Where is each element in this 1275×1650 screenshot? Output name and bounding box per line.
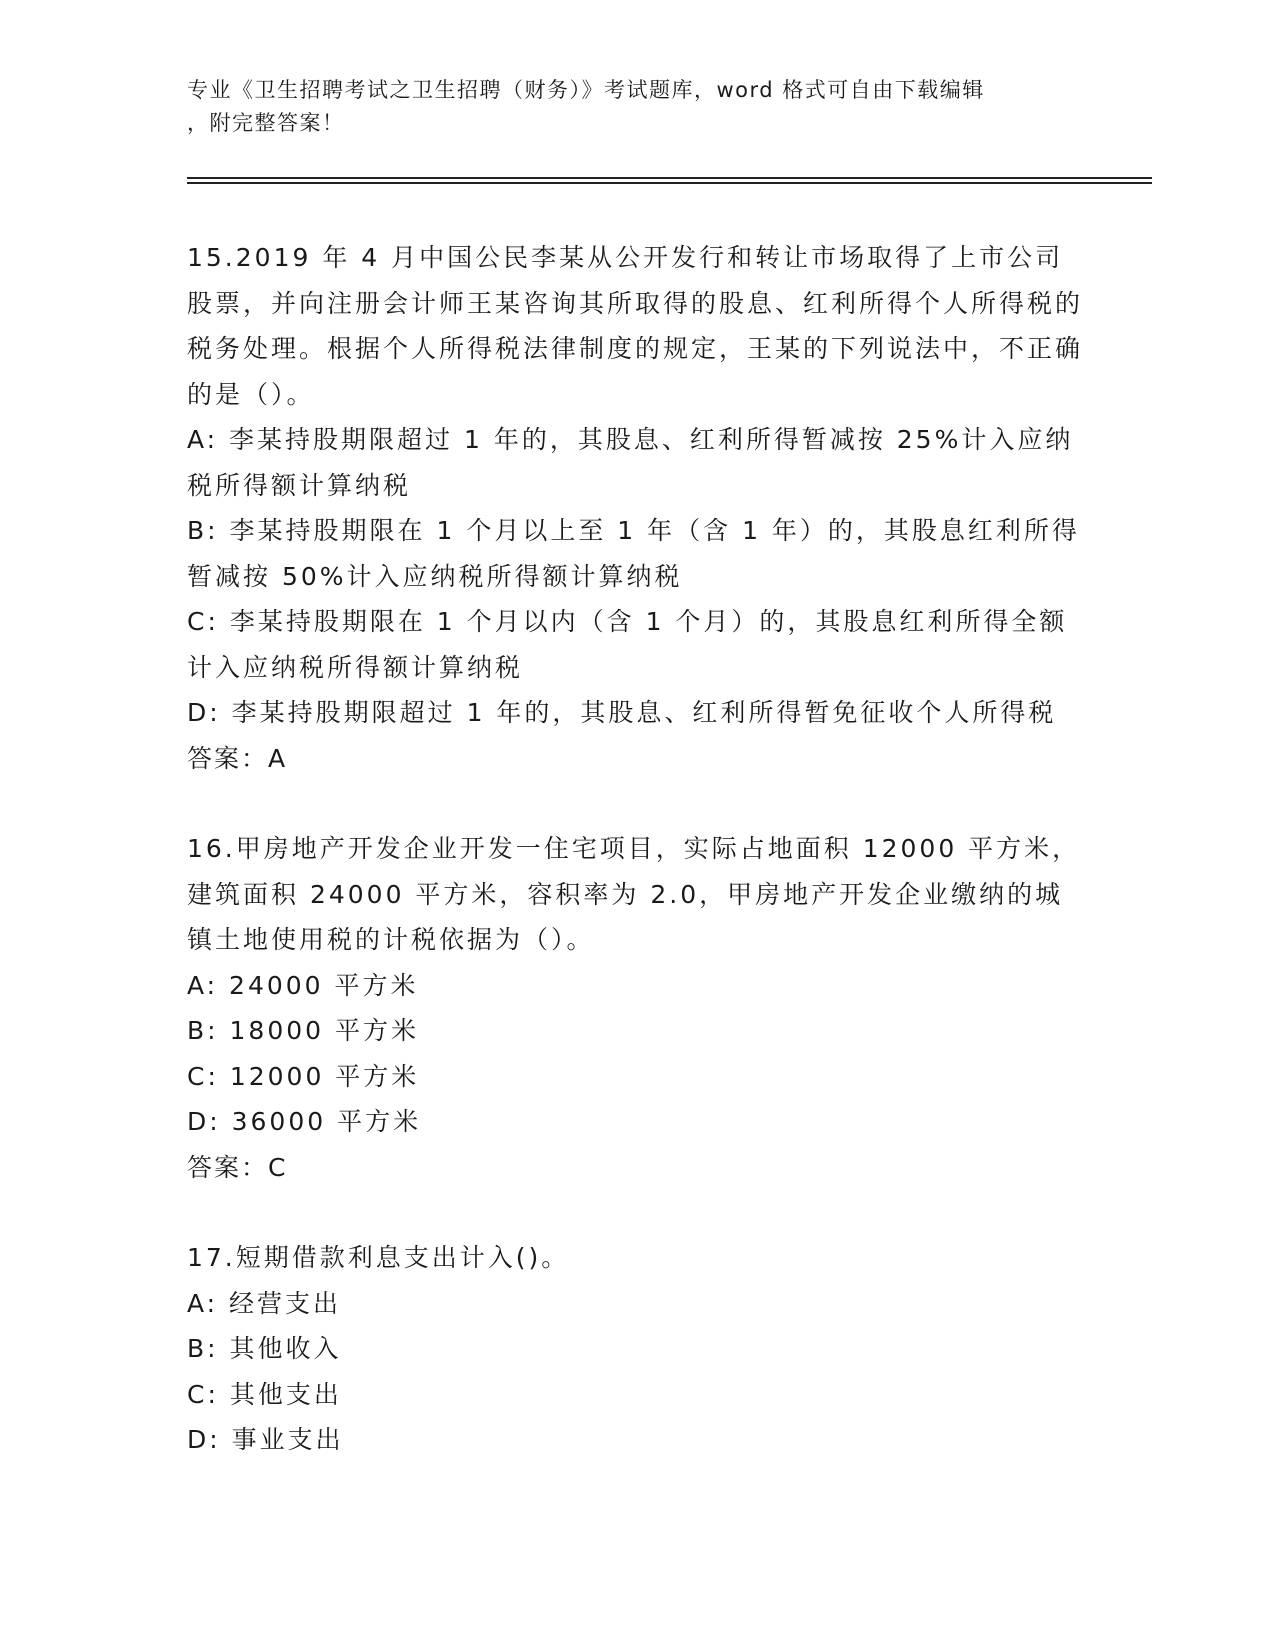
question-17 — [187, 1235, 1087, 1463]
option-a: A: 李某持股期限超过 1 年的，其股息、红利所得暂减按 25%计入应纳税所得额计算纳税 — [187, 425, 1074, 500]
option-b: B: 18000 平方米 — [187, 1016, 419, 1045]
answer-line: 答案：C — [187, 1152, 288, 1182]
header-line-1: 专业《卫生招聘考试之卫生招聘（财务）》考试题库，word 格式可自由下载编辑 — [187, 78, 985, 102]
header-line-2: ，附完整答案！ — [187, 111, 345, 135]
answer-line: 答案：A — [187, 743, 288, 773]
question-stem: 15.2019 年 4 月中国公民李某从公开发行和转让市场取得了上市公司股票，并向注册会计师王某咨询其所取得的股息、红利所得个人所得税的税务处理。根据个人所得税法律制度的规定，王某的下列说法中，不正确的是（）。 — [187, 243, 1084, 409]
question-15 — [187, 235, 1087, 781]
option-b: B: 李某持股期限在 1 个月以上至 1 年（含 1 年）的，其股息红利所得暂减按 50%计入应纳税所得额计算纳税 — [187, 516, 1080, 591]
option-b: B: 其他收入 — [187, 1334, 342, 1363]
header-divider-bottom — [187, 182, 1152, 184]
question-list — [187, 235, 1087, 1508]
document-header — [187, 74, 1067, 140]
option-a: A: 经营支出 — [187, 1288, 342, 1318]
option-a: A: 24000 平方米 — [187, 970, 419, 1000]
option-c: C: 12000 平方米 — [187, 1061, 420, 1091]
option-d: D: 36000 平方米 — [187, 1107, 422, 1136]
header-divider-top — [187, 177, 1152, 179]
option-c: C: 李某持股期限在 1 个月以内（含 1 个月）的，其股息红利所得全额计入应纳税所得额计算纳税 — [187, 607, 1068, 682]
option-d: D: 李某持股期限超过 1 年的，其股息、红利所得暂免征收个人所得税 — [187, 698, 1057, 727]
question-16 — [187, 826, 1087, 1190]
question-stem: 17.短期借款利息支出计入()。 — [187, 1243, 570, 1272]
option-c: C: 其他支出 — [187, 1379, 342, 1409]
question-stem: 16.甲房地产开发企业开发一住宅项目，实际占地面积 12000 平方米，建筑面积 24000 平方米，容积率为 2.0，甲房地产开发企业缴纳的城镇土地使用税的计税依据为（）。 — [187, 834, 1081, 954]
option-d: D: 事业支出 — [187, 1425, 344, 1454]
